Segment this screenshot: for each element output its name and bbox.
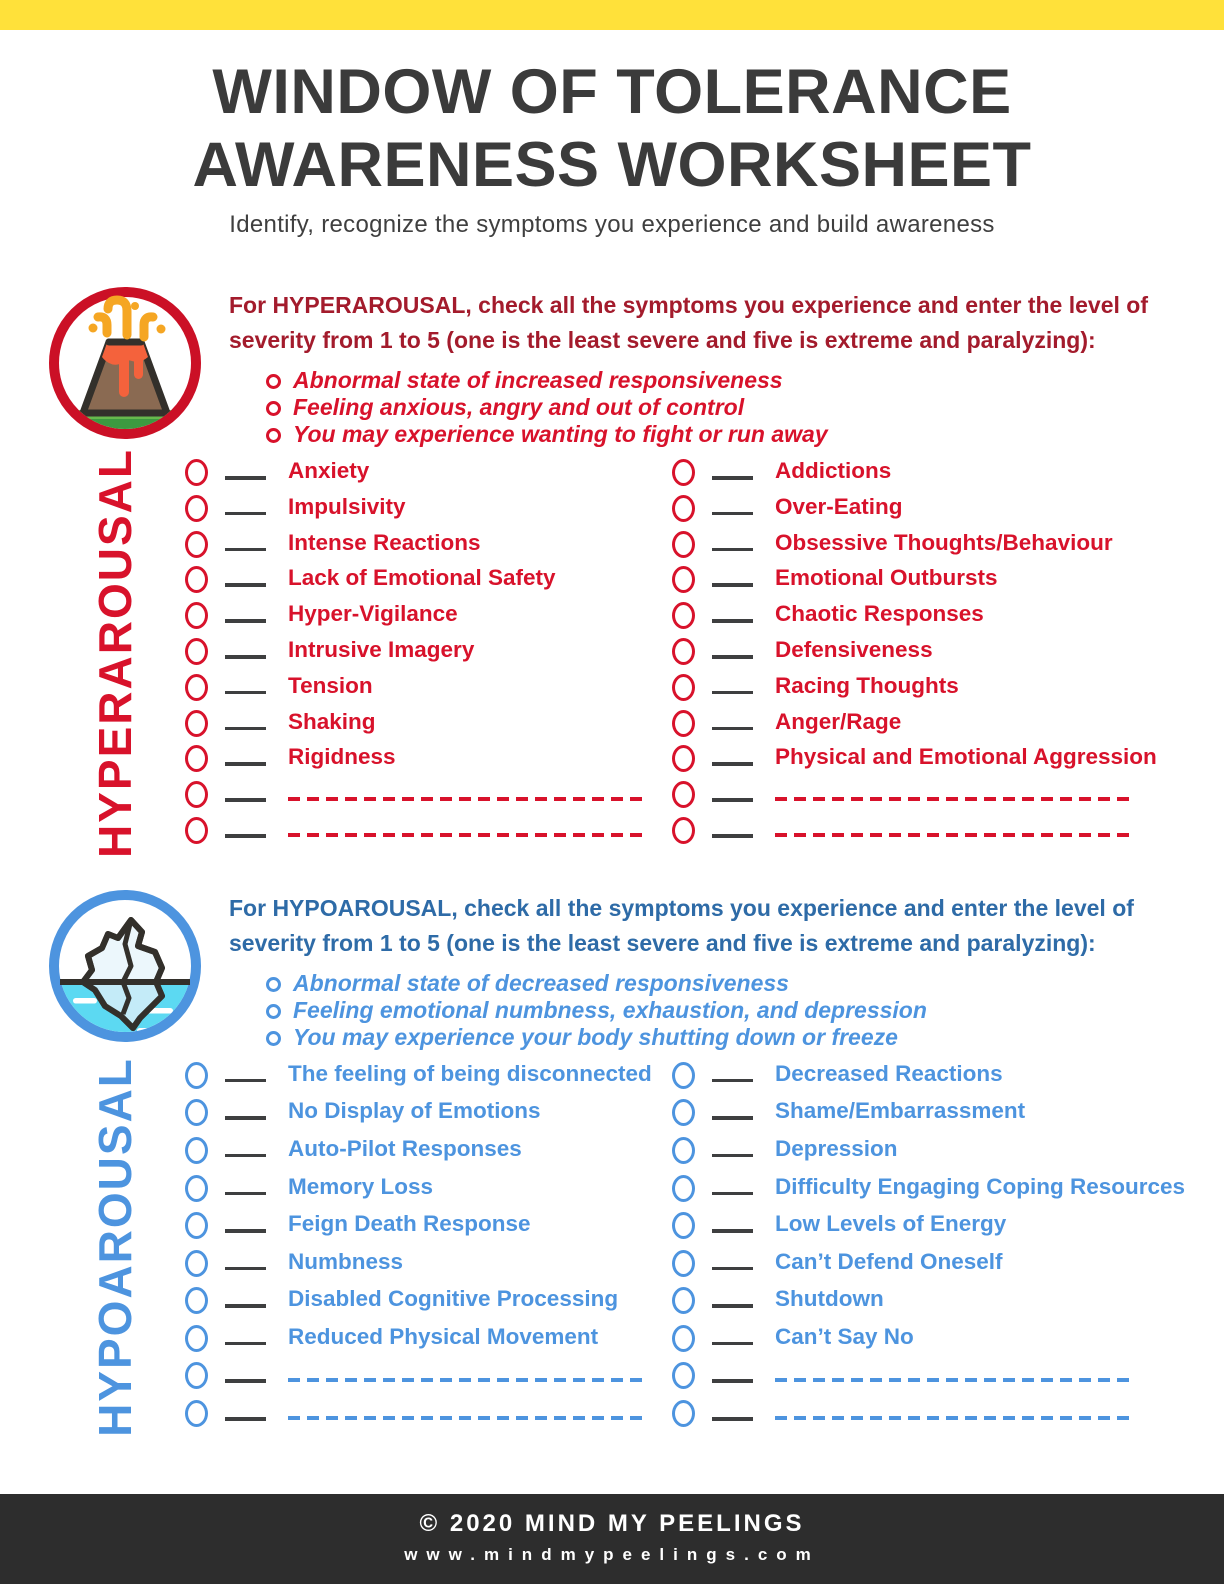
symptom-label: Memory Loss <box>288 1173 434 1199</box>
severity-blank[interactable] <box>225 1267 266 1271</box>
bullets-list <box>229 970 1184 1051</box>
symptom-checkbox[interactable] <box>672 638 695 665</box>
symptom-checkbox[interactable] <box>672 495 695 522</box>
symptom-row <box>672 742 1224 778</box>
symptom-label: Impulsivity <box>288 493 406 519</box>
bullet-item: You may experience wanting to fight or run away <box>293 421 1184 448</box>
severity-blank[interactable] <box>712 476 753 480</box>
symptom-checkbox[interactable] <box>185 1400 208 1427</box>
symptom-row <box>672 635 1224 671</box>
symptom-checkbox[interactable] <box>672 781 695 808</box>
instruction-text: For HYPOAROUSAL, check all the symptoms you experience and enter the level of severity from 1 to 5 (one is the least severe and five is extreme and paralyzing): <box>229 894 1134 956</box>
severity-blank[interactable] <box>225 1116 266 1120</box>
custom-symptom-writein[interactable] <box>775 1378 1133 1382</box>
symptom-checkbox[interactable] <box>672 1325 695 1352</box>
severity-blank[interactable] <box>712 1304 753 1308</box>
symptom-checkbox[interactable] <box>185 1212 208 1239</box>
custom-symptom-writein[interactable] <box>775 833 1133 837</box>
section-hypoarousal <box>0 886 1224 1435</box>
bullet-item: You may experience your body shutting down or freeze <box>293 1024 1184 1051</box>
symptom-label: Shaking <box>288 708 376 734</box>
hypoarousal-header <box>0 886 1224 1051</box>
symptom-checkbox[interactable] <box>185 817 208 844</box>
severity-blank[interactable] <box>712 583 753 587</box>
custom-symptom-writein[interactable] <box>775 1416 1133 1420</box>
symptom-label: Auto-Pilot Responses <box>288 1135 522 1161</box>
vertical-section-label: HYPERAROUSAL <box>89 447 141 858</box>
symptom-checkbox[interactable] <box>672 1212 695 1239</box>
severity-blank[interactable] <box>712 1079 753 1083</box>
symptom-column-right <box>672 1059 1224 1435</box>
symptom-label: Numbness <box>288 1248 404 1274</box>
custom-symptom-row <box>672 1359 1224 1397</box>
custom-symptom-row <box>672 778 1224 814</box>
severity-blank[interactable] <box>225 1379 266 1383</box>
symptom-checkbox[interactable] <box>672 1250 695 1277</box>
severity-blank[interactable] <box>712 691 753 695</box>
symptom-label: Decreased Reactions <box>775 1060 1003 1086</box>
symptom-row <box>185 1134 672 1172</box>
bullet-item: Abnormal state of increased responsiveness <box>293 367 1184 394</box>
symptom-row <box>185 563 672 599</box>
symptom-row <box>185 1172 672 1210</box>
severity-blank[interactable] <box>712 1116 753 1120</box>
severity-blank[interactable] <box>225 1154 266 1158</box>
symptom-row <box>672 563 1224 599</box>
website-text: www.mindmypeelings.com <box>404 1545 820 1564</box>
symptom-column-left <box>185 1059 672 1435</box>
symptom-label: Intense Reactions <box>288 529 481 555</box>
symptom-checkbox[interactable] <box>672 602 695 629</box>
symptom-label: No Display of Emotions <box>288 1098 541 1124</box>
severity-blank[interactable] <box>712 1417 753 1421</box>
symptom-checkbox[interactable] <box>185 1137 208 1164</box>
symptom-checkbox[interactable] <box>185 1325 208 1352</box>
symptom-checkbox[interactable] <box>672 817 695 844</box>
symptom-checkbox[interactable] <box>185 638 208 665</box>
severity-blank[interactable] <box>225 691 266 695</box>
hyperarousal-instructions <box>229 283 1184 448</box>
symptom-row <box>185 671 672 707</box>
symptom-label: Can’t Say No <box>775 1323 914 1349</box>
symptom-label: Anxiety <box>288 458 370 484</box>
symptom-checkbox[interactable] <box>672 674 695 701</box>
symptom-row <box>185 1096 672 1134</box>
iceberg-icon <box>45 886 205 1046</box>
symptom-row <box>672 1322 1224 1360</box>
symptom-row <box>672 1247 1224 1285</box>
symptom-label: Racing Thoughts <box>775 672 959 698</box>
symptom-checkbox[interactable] <box>672 1362 695 1389</box>
symptom-checkbox[interactable] <box>185 745 208 772</box>
custom-symptom-row <box>672 1397 1224 1435</box>
symptom-row <box>672 1172 1224 1210</box>
severity-blank[interactable] <box>712 1192 753 1196</box>
severity-blank[interactable] <box>225 1229 266 1233</box>
symptom-checkbox[interactable] <box>672 1400 695 1427</box>
symptom-row <box>185 528 672 564</box>
symptom-row <box>185 1247 672 1285</box>
severity-blank[interactable] <box>225 762 266 766</box>
symptom-columns <box>0 1056 1224 1437</box>
severity-blank[interactable] <box>225 1304 266 1308</box>
hyperarousal-header <box>0 283 1224 448</box>
symptom-checkbox[interactable] <box>672 1175 695 1202</box>
page-title <box>0 56 1224 202</box>
symptom-checkbox[interactable] <box>185 710 208 737</box>
hypoarousal-symptoms <box>0 1056 1224 1437</box>
symptom-label: Difficulty Engaging Coping Resources <box>775 1173 1186 1199</box>
symptom-checkbox[interactable] <box>185 566 208 593</box>
severity-blank[interactable] <box>225 1079 266 1083</box>
symptom-checkbox[interactable] <box>672 1062 695 1089</box>
symptom-row <box>672 1059 1224 1097</box>
symptom-row <box>185 1209 672 1247</box>
custom-symptom-writein[interactable] <box>288 833 646 837</box>
severity-blank[interactable] <box>712 762 753 766</box>
severity-blank[interactable] <box>225 619 266 623</box>
symptom-checkbox[interactable] <box>185 1099 208 1126</box>
symptom-label: Physical and Emotional Aggression <box>775 744 1157 770</box>
severity-blank[interactable] <box>712 1342 753 1346</box>
symptom-row <box>672 456 1224 492</box>
symptom-label: The feeling of being disconnected <box>288 1060 652 1086</box>
symptom-checkbox[interactable] <box>672 1099 695 1126</box>
severity-blank[interactable] <box>712 798 753 802</box>
symptom-checkbox[interactable] <box>185 495 208 522</box>
symptom-label: Addictions <box>775 458 892 484</box>
symptom-label: Anger/Rage <box>775 708 902 734</box>
symptom-label: Rigidness <box>288 744 396 770</box>
symptom-row <box>185 635 672 671</box>
symptom-checkbox[interactable] <box>185 1362 208 1389</box>
severity-blank[interactable] <box>712 619 753 623</box>
symptom-checkbox[interactable] <box>185 1287 208 1314</box>
symptom-row <box>672 599 1224 635</box>
symptom-checkbox[interactable] <box>672 710 695 737</box>
symptom-row <box>185 492 672 528</box>
instruction-text: For HYPERAROUSAL, check all the symptoms you experience and enter the level of severity from 1 to 5 (one is the least severe and five is extreme and paralyzing): <box>229 292 1148 354</box>
severity-blank[interactable] <box>225 1417 266 1421</box>
title-block <box>0 30 1224 239</box>
symptom-checkbox[interactable] <box>185 602 208 629</box>
custom-symptom-writein[interactable] <box>775 797 1133 801</box>
symptom-checkbox[interactable] <box>185 781 208 808</box>
severity-blank[interactable] <box>712 834 753 838</box>
symptom-checkbox[interactable] <box>672 745 695 772</box>
symptom-label: Shame/Embarrassment <box>775 1098 1026 1124</box>
symptom-checkbox[interactable] <box>185 531 208 558</box>
symptom-checkbox[interactable] <box>185 1250 208 1277</box>
custom-symptom-row <box>185 1359 672 1397</box>
symptom-label: Shutdown <box>775 1286 884 1312</box>
custom-symptom-row <box>185 778 672 814</box>
topbar-accent <box>0 0 1224 30</box>
symptom-label: Hyper-Vigilance <box>288 601 458 627</box>
symptom-label: Chaotic Responses <box>775 601 984 627</box>
hypoarousal-instructions <box>229 886 1184 1051</box>
severity-blank[interactable] <box>225 834 266 838</box>
severity-blank[interactable] <box>712 1267 753 1271</box>
severity-blank[interactable] <box>712 1379 753 1383</box>
symptom-checkbox[interactable] <box>185 1062 208 1089</box>
symptom-label: Emotional Outbursts <box>775 565 998 591</box>
page-title-line1: WINDOW OF TOLERANCE <box>212 57 1012 127</box>
footer <box>0 1494 1224 1584</box>
section-hyperarousal <box>0 283 1224 858</box>
symptom-row <box>672 671 1224 707</box>
symptom-label: Tension <box>288 672 373 698</box>
page-title-line2: AWARENESS WORKSHEET <box>192 130 1032 201</box>
symptom-row <box>672 528 1224 564</box>
symptom-row <box>672 492 1224 528</box>
symptom-columns <box>0 456 1224 850</box>
copyright-text: © 2020 MIND MY PEELINGS <box>419 1510 805 1537</box>
symptom-row <box>185 1059 672 1097</box>
symptom-row <box>185 707 672 743</box>
symptom-checkbox[interactable] <box>672 566 695 593</box>
symptom-checkbox[interactable] <box>185 459 208 486</box>
symptom-label: Reduced Physical Movement <box>288 1323 599 1349</box>
symptom-label: Depression <box>775 1135 898 1161</box>
bullet-item: Feeling anxious, angry and out of control <box>293 394 1184 421</box>
severity-blank[interactable] <box>712 512 753 516</box>
severity-blank[interactable] <box>712 1229 753 1233</box>
severity-blank[interactable] <box>712 655 753 659</box>
symptom-row <box>185 599 672 635</box>
symptom-label: Over-Eating <box>775 493 903 519</box>
symptom-checkbox[interactable] <box>185 1175 208 1202</box>
symptom-row <box>672 1209 1224 1247</box>
symptom-label: Disabled Cognitive Processing <box>288 1286 619 1312</box>
severity-blank[interactable] <box>712 548 753 552</box>
bullet-item: Abnormal state of decreased responsiveness <box>293 970 1184 997</box>
symptom-checkbox[interactable] <box>672 1287 695 1314</box>
bullet-item: Feeling emotional numbness, exhaustion, and depression <box>293 997 1184 1024</box>
custom-symptom-writein[interactable] <box>288 1378 646 1382</box>
symptom-label: Obsessive Thoughts/Behaviour <box>775 529 1113 555</box>
symptom-label: Can’t Defend Oneself <box>775 1248 1003 1274</box>
symptom-row <box>672 1096 1224 1134</box>
volcano-icon <box>45 283 205 443</box>
symptom-label: Low Levels of Energy <box>775 1211 1007 1237</box>
symptom-row <box>672 1284 1224 1322</box>
severity-blank[interactable] <box>712 1154 753 1158</box>
severity-blank[interactable] <box>225 1342 266 1346</box>
symptom-checkbox[interactable] <box>672 531 695 558</box>
symptom-row <box>185 456 672 492</box>
symptom-label: Feign Death Response <box>288 1211 531 1237</box>
symptom-row <box>185 742 672 778</box>
custom-symptom-writein[interactable] <box>288 1416 646 1420</box>
severity-blank[interactable] <box>225 1192 266 1196</box>
severity-blank[interactable] <box>225 512 266 516</box>
symptom-row <box>185 1284 672 1322</box>
bullets-list <box>229 367 1184 448</box>
symptom-label: Intrusive Imagery <box>288 637 475 663</box>
severity-blank[interactable] <box>225 655 266 659</box>
severity-blank[interactable] <box>712 727 753 731</box>
custom-symptom-writein[interactable] <box>288 797 646 801</box>
severity-blank[interactable] <box>225 727 266 731</box>
symptom-column-right <box>672 456 1224 850</box>
symptom-label: Defensiveness <box>775 637 933 663</box>
hyperarousal-symptoms <box>0 447 1224 858</box>
page-subtitle: Identify, recognize the symptoms you experience and build awareness <box>229 211 995 239</box>
severity-blank[interactable] <box>225 583 266 587</box>
symptom-label: Lack of Emotional Safety <box>288 565 556 591</box>
symptom-row <box>185 1322 672 1360</box>
custom-symptom-row <box>672 814 1224 850</box>
severity-blank[interactable] <box>225 548 266 552</box>
symptom-checkbox[interactable] <box>185 674 208 701</box>
vertical-section-label: HYPOAROUSAL <box>89 1056 141 1437</box>
severity-blank[interactable] <box>225 798 266 802</box>
symptom-row <box>672 1134 1224 1172</box>
custom-symptom-row <box>185 1397 672 1435</box>
custom-symptom-row <box>185 814 672 850</box>
symptom-checkbox[interactable] <box>672 1137 695 1164</box>
symptom-checkbox[interactable] <box>672 459 695 486</box>
symptom-row <box>672 707 1224 743</box>
severity-blank[interactable] <box>225 476 266 480</box>
symptom-column-left <box>185 456 672 850</box>
